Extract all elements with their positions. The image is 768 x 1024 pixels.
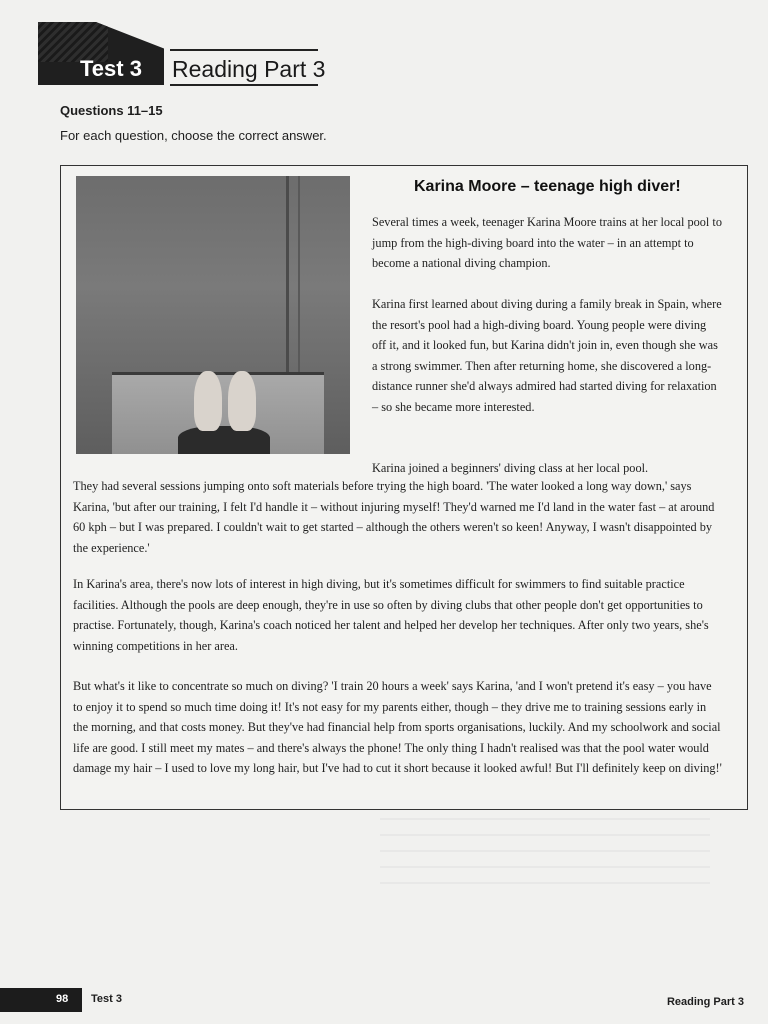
show-through-text: [380, 818, 710, 898]
article-paragraph-5: But what's it like to concentrate so much on diving? 'I train 20 hours a week' says Karina, 'and I won't pretend it's easy – you have to enjoy it to spend so much time doing it! It's not easy for my parents either, though – they drive me to training sessions early in the morning, and that costs money. But they've had financial help from sports organisations, luckily. And my schoolwork and social life are good. I still meet my mates – and there's always the phone! The only thing I hadn't realised was that the pool water would damage my hair – I used to love my long hair, but I've had to cut it short because it looked awful! But I'll definitely keep on diving!': [73, 679, 722, 775]
footer-section-label: Reading Part 3: [666, 996, 744, 1008]
test-label: Test 3: [80, 56, 142, 81]
article-paragraph-4: In Karina's area, there's now lots of interest in high diving, but it's sometimes difficult for swimmers to find suitable practice facilities. Although the pools are deep enough, they're in use so often by diving clubs that other people don't get opportunities to practise. Fortunately, though, Karina's coach noticed her talent and helped her develop her techniques. After only two years, she's winning competitions in her area.: [73, 577, 709, 653]
section-title: Reading Part 3: [172, 56, 326, 82]
instruction-text: For each question, choose the correct answer.: [60, 128, 327, 143]
page-number: 98: [56, 993, 69, 1005]
article-title: Karina Moore – teenage high diver!: [414, 178, 681, 195]
header-rule-bottom: [170, 84, 318, 86]
article-paragraph-3: They had several sessions jumping onto soft materials before trying the high board. 'The water looked a long way down,' says Karina, 'but after our training, I felt I'd handle it – without injuring myself! They'd warned me I'd land in the water fast – at around 60 kph – but I was prepared. I couldn't wait to get started – although the others weren't so keen! Anyway, I wasn't disappointed by the experience.': [73, 479, 715, 555]
wall-seam: [286, 176, 289, 376]
article-paragraph-2: Karina first learned about diving during a family break in Spain, where the resort's pool had a high-diving board. Young people were diving off it, and it looked fun, but Karina didn't join in, even though she was a strong swimmer. Then after returning home, she discovered a long-distance runner she'd always admired had started diving for relaxation – so she became more interested.: [372, 297, 722, 414]
questions-title: Questions 11–15: [60, 103, 163, 118]
diver-legs: [178, 426, 270, 454]
header-rule-top: [170, 49, 318, 51]
diver-right-foot: [228, 371, 256, 431]
article-paragraph-3-first-line: Karina joined a beginners' diving class at her local pool.: [372, 461, 649, 475]
page-number-bar: [0, 988, 82, 1012]
diver-feet-photo: [76, 176, 350, 454]
footer-test-label: Test 3: [91, 993, 122, 1005]
diver-left-foot: [194, 371, 222, 431]
wall-seam: [298, 176, 300, 376]
article-paragraph-1: Several times a week, teenager Karina Moore trains at her local pool to jump from the high-diving board into the water – in an attempt to become a national diving champion.: [372, 215, 722, 270]
